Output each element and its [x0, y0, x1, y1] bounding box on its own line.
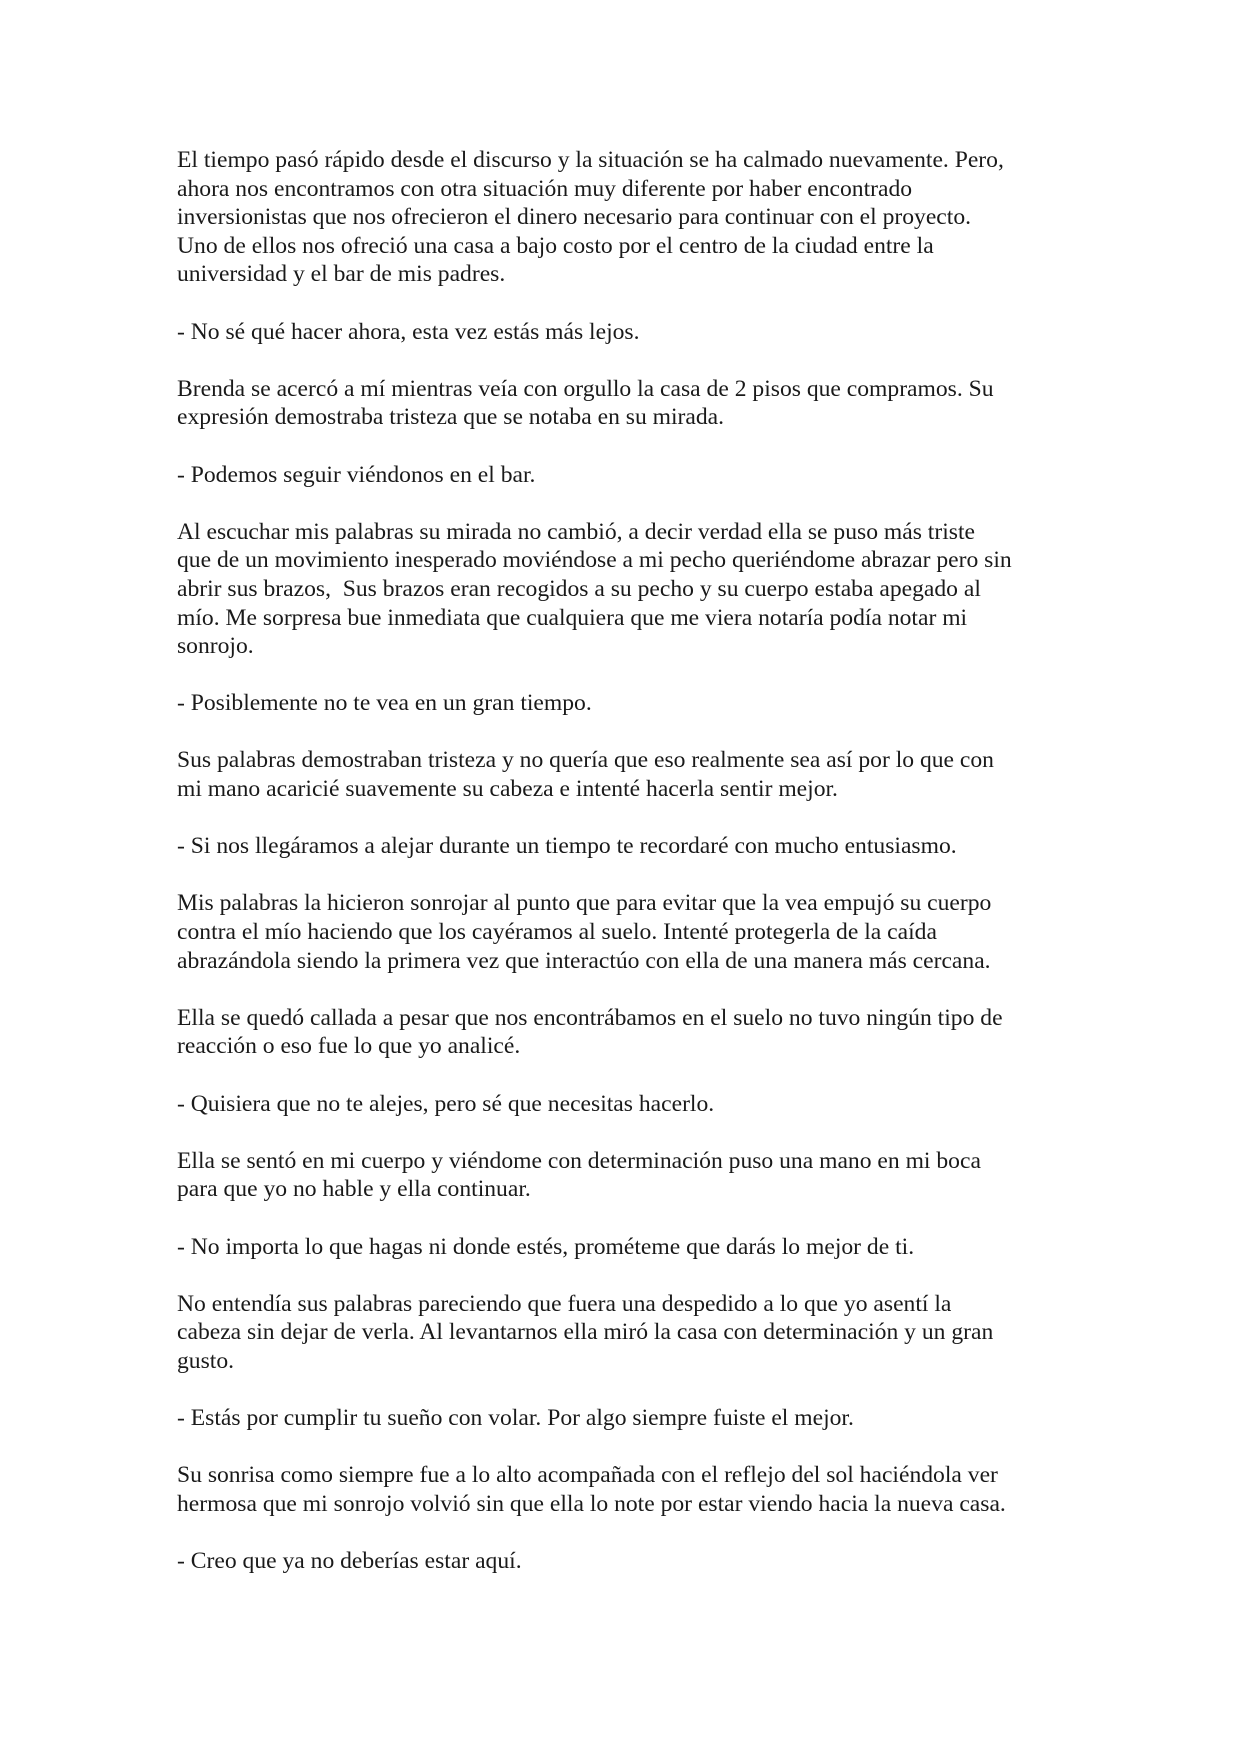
text-line: Sus palabras demostraban tristeza y no quería que eso realmente sea así por lo que con: [177, 747, 994, 774]
text-line: que de un movimiento inesperado moviéndose a mi pecho queriéndome abrazar pero sin: [177, 547, 1012, 574]
dialogue-line: [177, 689, 1077, 718]
paragraph-spacer: [177, 1061, 1077, 1090]
paragraph: [177, 1147, 1077, 1204]
dialogue-line: [177, 318, 1077, 347]
text-line: reacción o eso fue lo que yo analicé.: [177, 1033, 521, 1060]
paragraph-spacer: [177, 1261, 1077, 1290]
text-line: abrir sus brazos, Sus brazos eran recogidos a su pecho y su cuerpo estaba apegado al: [177, 575, 981, 602]
text-line: Ella se quedó callada a pesar que nos encontrábamos en el suelo no tuvo ningún tipo de: [177, 1004, 1003, 1031]
paragraph: [177, 1290, 1077, 1376]
paragraph-spacer: [177, 718, 1077, 747]
paragraph-spacer: [177, 1519, 1077, 1548]
text-line: Al escuchar mis palabras su mirada no cambió, a decir verdad ella se puso más triste: [177, 518, 975, 545]
paragraph-spacer: [177, 346, 1077, 375]
text-line: sonrojo.: [177, 633, 254, 660]
text-line: para que yo no hable y ella continuar.: [177, 1176, 531, 1203]
text-line: El tiempo pasó rápido desde el discurso y la situación se ha calmado nuevamente. Pero,: [177, 147, 1004, 173]
text-line: - No importa lo que hagas ni donde estés, prométeme que darás lo mejor de ti.: [177, 1233, 915, 1260]
paragraph-spacer: [177, 861, 1077, 890]
dialogue-line: [177, 1090, 1077, 1119]
text-line: ahora nos encontramos con otra situación muy diferente por haber encontrado: [177, 175, 913, 202]
paragraph: [177, 375, 1077, 432]
text-line: contra el mío haciendo que los cayéramos al suelo. Intenté protegerla de la caída: [177, 919, 937, 946]
text-line: Mis palabras la hicieron sonrojar al punto que para evitar que la vea empujó su cuerpo: [177, 890, 992, 917]
text-line: - No sé qué hacer ahora, esta vez estás más lejos.: [177, 318, 640, 345]
text-line: Su sonrisa como siempre fue a lo alto acompañada con el reflejo del sol haciéndola ver: [177, 1462, 998, 1489]
dialogue-line: [177, 1547, 1077, 1576]
paragraph-spacer: [177, 1118, 1077, 1147]
text-line: Uno de ellos nos ofreció una casa a bajo costo por el centro de la ciudad entre la: [177, 232, 934, 259]
text-line: No entendía sus palabras pareciendo que fuera una despedido a lo que yo asentí la: [177, 1290, 952, 1317]
document-body: [177, 146, 1077, 1576]
paragraph-spacer: [177, 289, 1077, 318]
paragraph: [177, 746, 1077, 803]
text-line: cabeza sin dejar de verla. Al levantarnos ella miró la casa con determinación y un gran: [177, 1319, 994, 1346]
paragraph-spacer: [177, 432, 1077, 461]
text-line: mi mano acaricié suavemente su cabeza e intenté hacerla sentir mejor.: [177, 776, 838, 803]
text-line: Brenda se acercó a mí mientras veía con orgullo la casa de 2 pisos que compramos. Su: [177, 375, 994, 402]
text-line: - Posiblemente no te vea en un gran tiempo.: [177, 690, 592, 717]
text-line: mío. Me sorpresa bue inmediata que cualquiera que me viera notaría podía notar mi: [177, 604, 968, 631]
text-line: - Quisiera que no te alejes, pero sé que necesitas hacerlo.: [177, 1090, 715, 1117]
paragraph-spacer: [177, 1204, 1077, 1233]
text-line: - Si nos llegáramos a alejar durante un tiempo te recordaré con mucho entusiasmo.: [177, 833, 957, 860]
dialogue-line: [177, 1233, 1077, 1262]
paragraph-spacer: [177, 1376, 1077, 1405]
text-line: - Creo que ya no deberías estar aquí.: [177, 1548, 522, 1575]
paragraph-spacer: [177, 489, 1077, 518]
text-line: expresión demostraba tristeza que se notaba en su mirada.: [177, 404, 725, 431]
paragraph: [177, 889, 1077, 975]
paragraph: [177, 1004, 1077, 1061]
text-line: - Podemos seguir viéndonos en el bar.: [177, 461, 536, 488]
paragraph-spacer: [177, 1433, 1077, 1462]
text-line: inversionistas que nos ofrecieron el dinero necesario para continuar con el proyecto.: [177, 204, 972, 231]
text-line: Ella se sentó en mi cuerpo y viéndome con determinación puso una mano en mi boca: [177, 1147, 981, 1174]
paragraph-spacer: [177, 975, 1077, 1004]
paragraph: [177, 1461, 1077, 1518]
paragraph: [177, 518, 1077, 661]
dialogue-line: [177, 461, 1077, 490]
paragraph-spacer: [177, 661, 1077, 690]
paragraph: [177, 146, 1077, 289]
dialogue-line: [177, 832, 1077, 861]
text-line: hermosa que mi sonrojo volvió sin que ella lo note por estar viendo hacia la nueva casa.: [177, 1490, 1006, 1517]
text-line: - Estás por cumplir tu sueño con volar. Por algo siempre fuiste el mejor.: [177, 1405, 854, 1432]
text-line: gusto.: [177, 1347, 235, 1374]
text-line: universidad y el bar de mis padres.: [177, 261, 506, 288]
text-line: abrazándola siendo la primera vez que interactúo con ella de una manera más cercana.: [177, 947, 991, 974]
paragraph-spacer: [177, 804, 1077, 833]
dialogue-line: [177, 1404, 1077, 1433]
